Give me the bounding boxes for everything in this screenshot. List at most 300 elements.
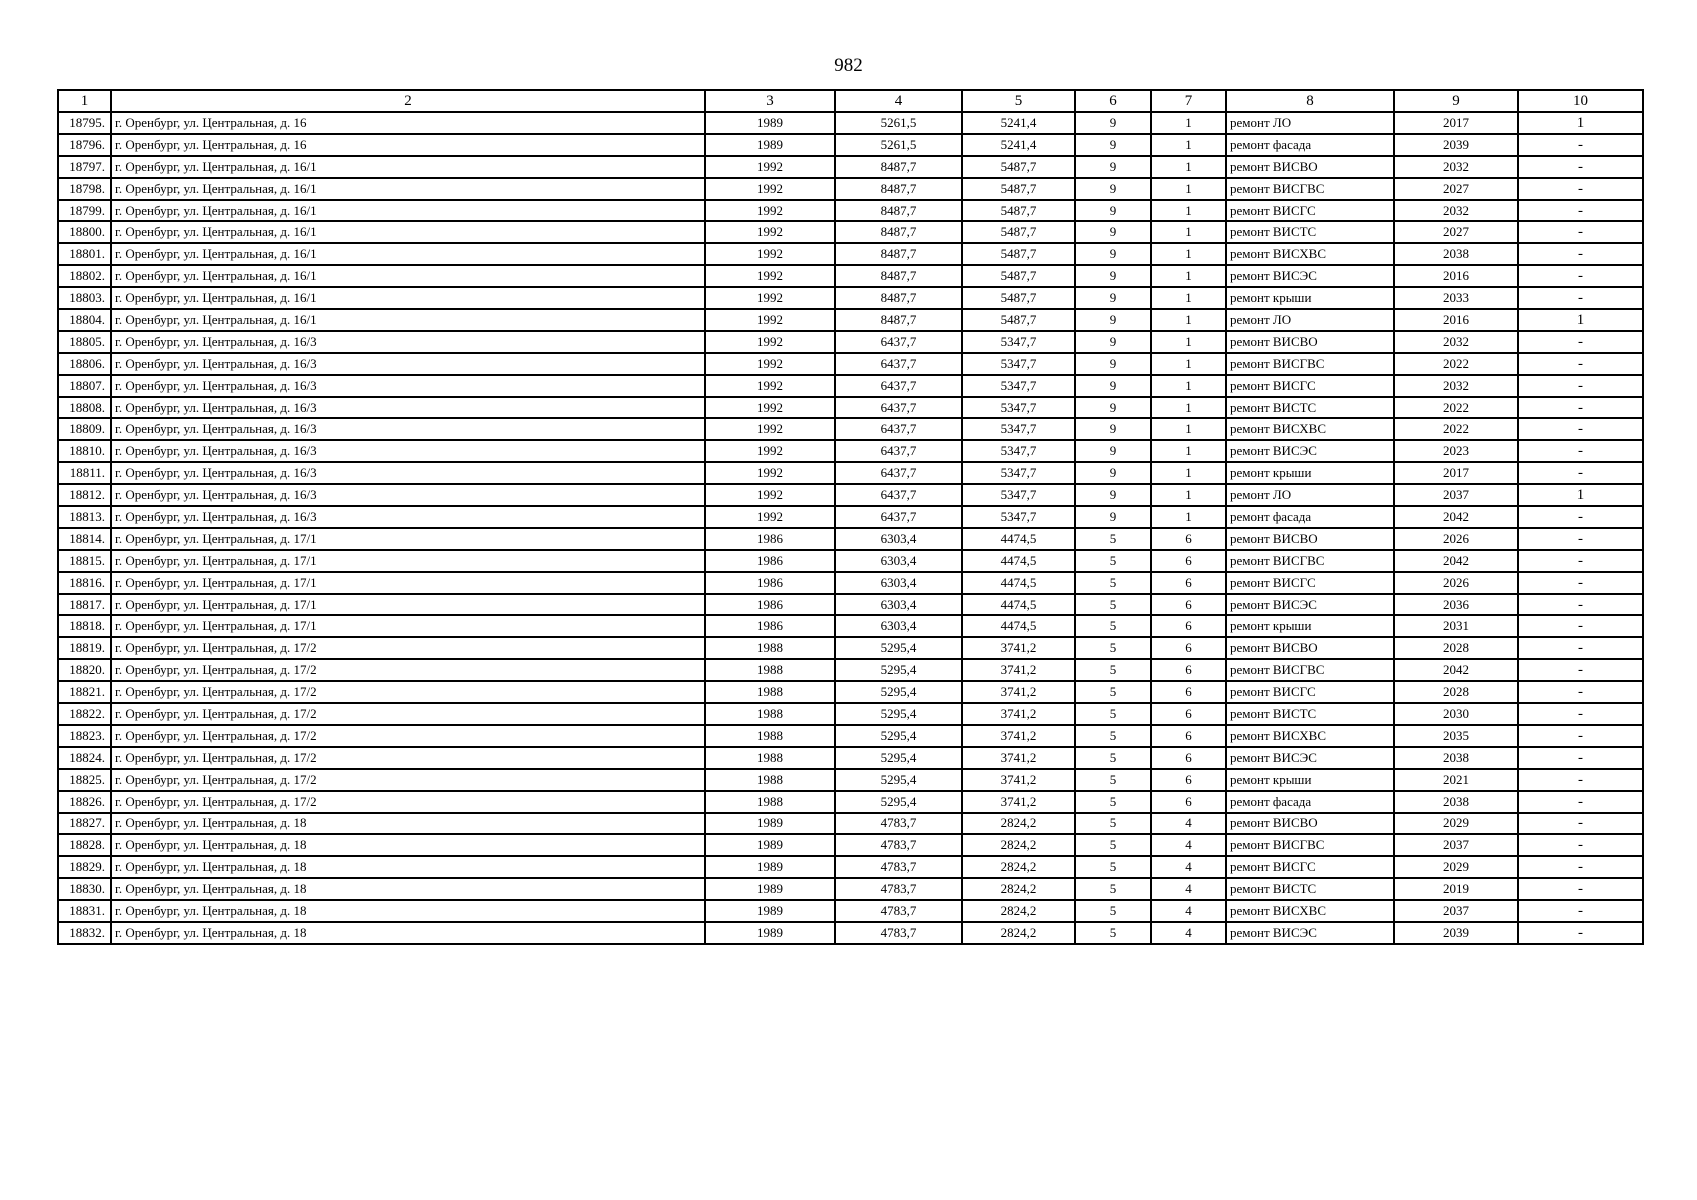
cell-build-year: 1986 <box>705 572 835 594</box>
cell-work-type: ремонт ВИСТС <box>1226 397 1394 419</box>
cell-total-area: 5261,5 <box>835 134 962 156</box>
cell-total-area: 6437,7 <box>835 462 962 484</box>
cell-address: г. Оренбург, ул. Центральная, д. 16/1 <box>111 178 705 200</box>
table-row <box>58 922 1643 944</box>
table-row <box>58 418 1643 440</box>
table-row <box>58 134 1643 156</box>
cell-entrances: 6 <box>1151 791 1226 813</box>
cell-living-area: 3741,2 <box>962 637 1075 659</box>
cell-planned-year: 2032 <box>1394 156 1518 178</box>
cell-lift-count: - <box>1518 615 1643 637</box>
cell-row-number: 18798. <box>58 178 111 200</box>
cell-floors: 9 <box>1075 462 1151 484</box>
table-row <box>58 594 1643 616</box>
cell-build-year: 1992 <box>705 418 835 440</box>
cell-build-year: 1992 <box>705 156 835 178</box>
cell-lift-count: - <box>1518 681 1643 703</box>
cell-total-area: 6303,4 <box>835 550 962 572</box>
cell-planned-year: 2033 <box>1394 287 1518 309</box>
cell-living-area: 5347,7 <box>962 462 1075 484</box>
cell-floors: 9 <box>1075 112 1151 134</box>
cell-entrances: 4 <box>1151 834 1226 856</box>
cell-planned-year: 2022 <box>1394 418 1518 440</box>
cell-row-number: 18801. <box>58 243 111 265</box>
cell-row-number: 18808. <box>58 397 111 419</box>
table-row <box>58 769 1643 791</box>
table-row <box>58 287 1643 309</box>
cell-lift-count: - <box>1518 287 1643 309</box>
cell-planned-year: 2029 <box>1394 856 1518 878</box>
cell-row-number: 18805. <box>58 331 111 353</box>
cell-floors: 5 <box>1075 659 1151 681</box>
cell-planned-year: 2038 <box>1394 747 1518 769</box>
cell-row-number: 18811. <box>58 462 111 484</box>
column-number-row <box>58 90 1643 112</box>
cell-living-area: 4474,5 <box>962 572 1075 594</box>
cell-build-year: 1989 <box>705 813 835 835</box>
table-row <box>58 528 1643 550</box>
cell-floors: 5 <box>1075 769 1151 791</box>
cell-lift-count: - <box>1518 572 1643 594</box>
table-row <box>58 681 1643 703</box>
cell-address: г. Оренбург, ул. Центральная, д. 17/2 <box>111 703 705 725</box>
cell-address: г. Оренбург, ул. Центральная, д. 18 <box>111 834 705 856</box>
cell-build-year: 1989 <box>705 134 835 156</box>
cell-planned-year: 2028 <box>1394 637 1518 659</box>
table-row <box>58 791 1643 813</box>
cell-row-number: 18821. <box>58 681 111 703</box>
cell-entrances: 1 <box>1151 287 1226 309</box>
cell-total-area: 8487,7 <box>835 265 962 287</box>
cell-planned-year: 2037 <box>1394 900 1518 922</box>
cell-address: г. Оренбург, ул. Центральная, д. 16/1 <box>111 243 705 265</box>
cell-lift-count: - <box>1518 243 1643 265</box>
cell-planned-year: 2021 <box>1394 769 1518 791</box>
cell-living-area: 2824,2 <box>962 878 1075 900</box>
table-row <box>58 550 1643 572</box>
table-row <box>58 484 1643 506</box>
cell-address: г. Оренбург, ул. Центральная, д. 18 <box>111 900 705 922</box>
table-row <box>58 397 1643 419</box>
cell-living-area: 5347,7 <box>962 397 1075 419</box>
cell-entrances: 6 <box>1151 637 1226 659</box>
cell-lift-count: - <box>1518 440 1643 462</box>
cell-address: г. Оренбург, ул. Центральная, д. 16/1 <box>111 287 705 309</box>
cell-lift-count: - <box>1518 594 1643 616</box>
cell-floors: 5 <box>1075 834 1151 856</box>
cell-work-type: ремонт фасада <box>1226 506 1394 528</box>
cell-work-type: ремонт крыши <box>1226 615 1394 637</box>
table-row <box>58 900 1643 922</box>
cell-lift-count: - <box>1518 747 1643 769</box>
table-row <box>58 747 1643 769</box>
cell-entrances: 1 <box>1151 178 1226 200</box>
table-row <box>58 572 1643 594</box>
cell-lift-count: - <box>1518 397 1643 419</box>
cell-entrances: 4 <box>1151 878 1226 900</box>
cell-planned-year: 2035 <box>1394 725 1518 747</box>
cell-entrances: 1 <box>1151 506 1226 528</box>
cell-build-year: 1988 <box>705 659 835 681</box>
table-row <box>58 462 1643 484</box>
cell-work-type: ремонт ВИСТС <box>1226 221 1394 243</box>
cell-lift-count: - <box>1518 221 1643 243</box>
cell-total-area: 4783,7 <box>835 813 962 835</box>
table-row <box>58 178 1643 200</box>
cell-planned-year: 2042 <box>1394 659 1518 681</box>
cell-living-area: 5487,7 <box>962 309 1075 331</box>
cell-work-type: ремонт ВИСВО <box>1226 528 1394 550</box>
cell-floors: 5 <box>1075 572 1151 594</box>
cell-build-year: 1992 <box>705 440 835 462</box>
cell-row-number: 18832. <box>58 922 111 944</box>
cell-work-type: ремонт крыши <box>1226 287 1394 309</box>
cell-row-number: 18824. <box>58 747 111 769</box>
cell-row-number: 18797. <box>58 156 111 178</box>
cell-entrances: 1 <box>1151 265 1226 287</box>
cell-planned-year: 2023 <box>1394 440 1518 462</box>
cell-build-year: 1988 <box>705 681 835 703</box>
cell-lift-count: - <box>1518 791 1643 813</box>
cell-lift-count: - <box>1518 659 1643 681</box>
cell-living-area: 2824,2 <box>962 922 1075 944</box>
cell-lift-count: - <box>1518 834 1643 856</box>
cell-entrances: 4 <box>1151 856 1226 878</box>
cell-build-year: 1989 <box>705 878 835 900</box>
cell-living-area: 5347,7 <box>962 331 1075 353</box>
cell-living-area: 5487,7 <box>962 287 1075 309</box>
table-row <box>58 615 1643 637</box>
cell-living-area: 5347,7 <box>962 440 1075 462</box>
cell-row-number: 18795. <box>58 112 111 134</box>
cell-row-number: 18830. <box>58 878 111 900</box>
column-header-2: 2 <box>111 90 705 112</box>
cell-build-year: 1988 <box>705 747 835 769</box>
cell-living-area: 5347,7 <box>962 375 1075 397</box>
cell-living-area: 4474,5 <box>962 594 1075 616</box>
cell-floors: 9 <box>1075 178 1151 200</box>
cell-floors: 5 <box>1075 813 1151 835</box>
cell-floors: 5 <box>1075 791 1151 813</box>
cell-floors: 5 <box>1075 681 1151 703</box>
cell-work-type: ремонт фасада <box>1226 134 1394 156</box>
cell-floors: 9 <box>1075 287 1151 309</box>
cell-total-area: 6303,4 <box>835 615 962 637</box>
cell-lift-count: - <box>1518 462 1643 484</box>
column-header-5: 5 <box>962 90 1075 112</box>
cell-living-area: 3741,2 <box>962 769 1075 791</box>
cell-entrances: 1 <box>1151 397 1226 419</box>
cell-row-number: 18810. <box>58 440 111 462</box>
cell-total-area: 6303,4 <box>835 594 962 616</box>
table-row <box>58 637 1643 659</box>
cell-planned-year: 2026 <box>1394 572 1518 594</box>
cell-build-year: 1992 <box>705 462 835 484</box>
cell-planned-year: 2026 <box>1394 528 1518 550</box>
cell-floors: 9 <box>1075 221 1151 243</box>
cell-build-year: 1989 <box>705 834 835 856</box>
cell-work-type: ремонт фасада <box>1226 791 1394 813</box>
cell-total-area: 4783,7 <box>835 856 962 878</box>
cell-address: г. Оренбург, ул. Центральная, д. 17/1 <box>111 615 705 637</box>
cell-total-area: 6437,7 <box>835 418 962 440</box>
cell-row-number: 18818. <box>58 615 111 637</box>
cell-address: г. Оренбург, ул. Центральная, д. 16/1 <box>111 200 705 222</box>
cell-entrances: 1 <box>1151 112 1226 134</box>
cell-row-number: 18822. <box>58 703 111 725</box>
cell-floors: 9 <box>1075 440 1151 462</box>
column-header-8: 8 <box>1226 90 1394 112</box>
cell-planned-year: 2042 <box>1394 506 1518 528</box>
cell-address: г. Оренбург, ул. Центральная, д. 17/2 <box>111 637 705 659</box>
cell-lift-count: - <box>1518 528 1643 550</box>
cell-work-type: ремонт ВИСГС <box>1226 856 1394 878</box>
cell-entrances: 6 <box>1151 747 1226 769</box>
cell-row-number: 18799. <box>58 200 111 222</box>
cell-entrances: 1 <box>1151 309 1226 331</box>
table-header <box>58 90 1643 112</box>
cell-address: г. Оренбург, ул. Центральная, д. 16 <box>111 134 705 156</box>
cell-living-area: 3741,2 <box>962 703 1075 725</box>
cell-entrances: 1 <box>1151 375 1226 397</box>
table-row <box>58 506 1643 528</box>
cell-planned-year: 2037 <box>1394 834 1518 856</box>
cell-lift-count: - <box>1518 769 1643 791</box>
cell-living-area: 4474,5 <box>962 528 1075 550</box>
cell-work-type: ремонт ВИСГВС <box>1226 659 1394 681</box>
cell-entrances: 1 <box>1151 331 1226 353</box>
cell-floors: 9 <box>1075 506 1151 528</box>
cell-build-year: 1992 <box>705 265 835 287</box>
cell-entrances: 6 <box>1151 681 1226 703</box>
cell-entrances: 1 <box>1151 484 1226 506</box>
cell-total-area: 5295,4 <box>835 769 962 791</box>
cell-build-year: 1992 <box>705 353 835 375</box>
cell-lift-count: - <box>1518 331 1643 353</box>
cell-entrances: 6 <box>1151 615 1226 637</box>
page-number: 982 <box>834 55 863 76</box>
cell-total-area: 8487,7 <box>835 309 962 331</box>
cell-lift-count: - <box>1518 703 1643 725</box>
cell-address: г. Оренбург, ул. Центральная, д. 17/1 <box>111 572 705 594</box>
cell-row-number: 18829. <box>58 856 111 878</box>
cell-total-area: 6437,7 <box>835 375 962 397</box>
cell-total-area: 5295,4 <box>835 791 962 813</box>
table-row <box>58 725 1643 747</box>
cell-floors: 9 <box>1075 375 1151 397</box>
cell-living-area: 2824,2 <box>962 834 1075 856</box>
cell-planned-year: 2038 <box>1394 791 1518 813</box>
cell-row-number: 18800. <box>58 221 111 243</box>
cell-living-area: 3741,2 <box>962 791 1075 813</box>
cell-planned-year: 2032 <box>1394 331 1518 353</box>
cell-total-area: 8487,7 <box>835 178 962 200</box>
cell-planned-year: 2022 <box>1394 397 1518 419</box>
cell-floors: 5 <box>1075 615 1151 637</box>
cell-work-type: ремонт ВИСЭС <box>1226 594 1394 616</box>
cell-living-area: 3741,2 <box>962 747 1075 769</box>
cell-planned-year: 2032 <box>1394 200 1518 222</box>
cell-planned-year: 2028 <box>1394 681 1518 703</box>
cell-row-number: 18819. <box>58 637 111 659</box>
cell-planned-year: 2030 <box>1394 703 1518 725</box>
cell-entrances: 1 <box>1151 418 1226 440</box>
table-row <box>58 265 1643 287</box>
cell-planned-year: 2039 <box>1394 134 1518 156</box>
cell-lift-count: - <box>1518 900 1643 922</box>
column-header-10: 10 <box>1518 90 1643 112</box>
cell-work-type: ремонт ВИСВО <box>1226 156 1394 178</box>
table-row <box>58 703 1643 725</box>
table-body <box>58 112 1643 944</box>
cell-floors: 9 <box>1075 134 1151 156</box>
cell-entrances: 6 <box>1151 594 1226 616</box>
cell-address: г. Оренбург, ул. Центральная, д. 17/1 <box>111 528 705 550</box>
column-header-7: 7 <box>1151 90 1226 112</box>
cell-living-area: 4474,5 <box>962 615 1075 637</box>
cell-address: г. Оренбург, ул. Центральная, д. 17/2 <box>111 769 705 791</box>
cell-planned-year: 2042 <box>1394 550 1518 572</box>
cell-work-type: ремонт ЛО <box>1226 309 1394 331</box>
cell-living-area: 5487,7 <box>962 265 1075 287</box>
cell-total-area: 5295,4 <box>835 681 962 703</box>
cell-work-type: ремонт ВИСЭС <box>1226 265 1394 287</box>
table-row <box>58 834 1643 856</box>
cell-address: г. Оренбург, ул. Центральная, д. 17/1 <box>111 594 705 616</box>
cell-lift-count: - <box>1518 134 1643 156</box>
cell-row-number: 18813. <box>58 506 111 528</box>
cell-address: г. Оренбург, ул. Центральная, д. 16/3 <box>111 418 705 440</box>
cell-living-area: 5487,7 <box>962 200 1075 222</box>
table-row <box>58 375 1643 397</box>
cell-row-number: 18816. <box>58 572 111 594</box>
cell-entrances: 6 <box>1151 703 1226 725</box>
cell-work-type: ремонт ВИСГВС <box>1226 353 1394 375</box>
cell-floors: 5 <box>1075 528 1151 550</box>
cell-floors: 9 <box>1075 243 1151 265</box>
cell-living-area: 5241,4 <box>962 112 1075 134</box>
column-header-1: 1 <box>58 90 111 112</box>
cell-entrances: 4 <box>1151 900 1226 922</box>
column-header-9: 9 <box>1394 90 1518 112</box>
cell-work-type: ремонт ВИСВО <box>1226 331 1394 353</box>
cell-work-type: ремонт ВИСХВС <box>1226 900 1394 922</box>
table-row <box>58 112 1643 134</box>
cell-build-year: 1986 <box>705 528 835 550</box>
cell-living-area: 2824,2 <box>962 856 1075 878</box>
cell-work-type: ремонт ВИСТС <box>1226 878 1394 900</box>
cell-work-type: ремонт ВИСХВС <box>1226 418 1394 440</box>
cell-build-year: 1992 <box>705 506 835 528</box>
cell-floors: 5 <box>1075 725 1151 747</box>
cell-address: г. Оренбург, ул. Центральная, д. 18 <box>111 856 705 878</box>
cell-total-area: 6437,7 <box>835 353 962 375</box>
cell-entrances: 1 <box>1151 243 1226 265</box>
cell-floors: 9 <box>1075 309 1151 331</box>
cell-row-number: 18826. <box>58 791 111 813</box>
cell-entrances: 4 <box>1151 922 1226 944</box>
cell-entrances: 1 <box>1151 462 1226 484</box>
cell-row-number: 18806. <box>58 353 111 375</box>
cell-work-type: ремонт ВИСЭС <box>1226 440 1394 462</box>
cell-total-area: 4783,7 <box>835 878 962 900</box>
column-header-4: 4 <box>835 90 962 112</box>
cell-total-area: 6437,7 <box>835 397 962 419</box>
cell-planned-year: 2032 <box>1394 375 1518 397</box>
cell-planned-year: 2017 <box>1394 462 1518 484</box>
table-row <box>58 878 1643 900</box>
cell-work-type: ремонт ВИСВО <box>1226 813 1394 835</box>
cell-address: г. Оренбург, ул. Центральная, д. 18 <box>111 878 705 900</box>
cell-living-area: 5487,7 <box>962 156 1075 178</box>
cell-floors: 5 <box>1075 922 1151 944</box>
cell-lift-count: - <box>1518 200 1643 222</box>
cell-work-type: ремонт ВИСГС <box>1226 681 1394 703</box>
cell-row-number: 18814. <box>58 528 111 550</box>
cell-living-area: 5487,7 <box>962 178 1075 200</box>
cell-entrances: 6 <box>1151 572 1226 594</box>
column-header-3: 3 <box>705 90 835 112</box>
table-row <box>58 353 1643 375</box>
cell-floors: 5 <box>1075 550 1151 572</box>
cell-build-year: 1989 <box>705 900 835 922</box>
cell-entrances: 1 <box>1151 353 1226 375</box>
cell-total-area: 8487,7 <box>835 221 962 243</box>
cell-row-number: 18809. <box>58 418 111 440</box>
cell-address: г. Оренбург, ул. Центральная, д. 16/3 <box>111 397 705 419</box>
cell-build-year: 1992 <box>705 178 835 200</box>
cell-work-type: ремонт крыши <box>1226 769 1394 791</box>
cell-floors: 9 <box>1075 265 1151 287</box>
cell-address: г. Оренбург, ул. Центральная, д. 16/1 <box>111 265 705 287</box>
cell-total-area: 8487,7 <box>835 287 962 309</box>
cell-total-area: 6437,7 <box>835 484 962 506</box>
table-row <box>58 221 1643 243</box>
cell-build-year: 1986 <box>705 550 835 572</box>
cell-planned-year: 2027 <box>1394 178 1518 200</box>
cell-row-number: 18796. <box>58 134 111 156</box>
cell-entrances: 6 <box>1151 769 1226 791</box>
table-row <box>58 309 1643 331</box>
cell-total-area: 6437,7 <box>835 331 962 353</box>
cell-row-number: 18802. <box>58 265 111 287</box>
cell-address: г. Оренбург, ул. Центральная, д. 17/2 <box>111 725 705 747</box>
cell-floors: 5 <box>1075 900 1151 922</box>
cell-work-type: ремонт крыши <box>1226 462 1394 484</box>
cell-build-year: 1986 <box>705 615 835 637</box>
cell-build-year: 1988 <box>705 703 835 725</box>
cell-work-type: ремонт ВИСТС <box>1226 703 1394 725</box>
cell-lift-count: 1 <box>1518 309 1643 331</box>
cell-address: г. Оренбург, ул. Центральная, д. 17/2 <box>111 681 705 703</box>
cell-lift-count: - <box>1518 813 1643 835</box>
cell-lift-count: - <box>1518 353 1643 375</box>
cell-floors: 9 <box>1075 156 1151 178</box>
cell-total-area: 4783,7 <box>835 922 962 944</box>
cell-living-area: 2824,2 <box>962 813 1075 835</box>
cell-lift-count: 1 <box>1518 484 1643 506</box>
cell-build-year: 1989 <box>705 112 835 134</box>
cell-address: г. Оренбург, ул. Центральная, д. 16 <box>111 112 705 134</box>
cell-planned-year: 2029 <box>1394 813 1518 835</box>
table-row <box>58 243 1643 265</box>
cell-work-type: ремонт ВИСГС <box>1226 572 1394 594</box>
cell-work-type: ремонт ВИСХВС <box>1226 243 1394 265</box>
cell-work-type: ремонт ЛО <box>1226 484 1394 506</box>
cell-row-number: 18828. <box>58 834 111 856</box>
cell-total-area: 5295,4 <box>835 725 962 747</box>
cell-build-year: 1992 <box>705 397 835 419</box>
